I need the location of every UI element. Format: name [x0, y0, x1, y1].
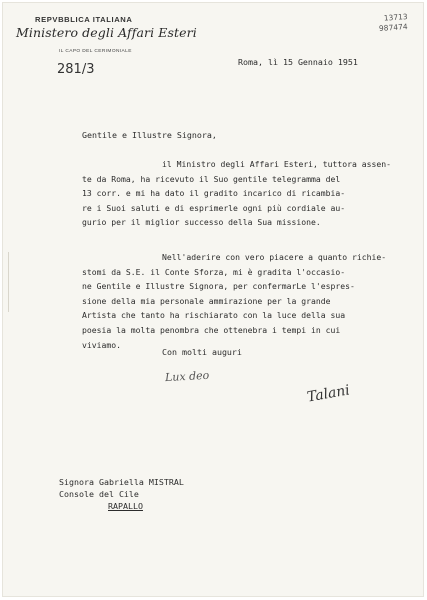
- date-line: Roma, lì 15 Gennaio 1951: [238, 57, 358, 67]
- paragraph-line: il Ministro degli Affari Esteri, tuttora assen-: [162, 159, 392, 169]
- paragraph-line: sione della mia personale ammirazione per la grande: [82, 295, 331, 306]
- body-paragraph-2: [82, 250, 387, 352]
- handwritten-signature: Talani: [305, 382, 351, 406]
- archive-mark-1: 13713: [383, 12, 409, 23]
- paragraph-line: poesia la molta penombra che ottenebra i tempi in cui: [82, 324, 341, 335]
- salutation: Gentile e Illustre Signora,: [82, 130, 217, 140]
- recipient-city: RAPALLO: [108, 501, 143, 512]
- recipient-name: Signora Gabriella MISTRAL: [59, 477, 184, 487]
- handwritten-greeting: Lux deo: [164, 368, 210, 385]
- paragraph-line: Nell'aderire con vero piacere a quanto richie-: [162, 252, 387, 262]
- body-paragraph-1: [82, 157, 392, 230]
- paragraph-line: stomi da S.E. il Conte Sforza, mi è gradita l'occasio-: [82, 266, 346, 277]
- recipient-address: [59, 476, 184, 513]
- closing-line: Con molti auguri: [162, 347, 242, 357]
- archive-mark-2: 987474: [379, 22, 409, 33]
- letter-page: [2, 2, 424, 597]
- paragraph-line: viviamo.: [82, 339, 121, 350]
- margin-mark: [8, 252, 13, 312]
- paragraph-line: Artista che tanto ha rischiarato con la luce della sua: [82, 310, 346, 321]
- letterhead-office: IL CAPO DEL CERIMONIALE: [59, 49, 132, 54]
- letterhead-ministry: Ministero degli Affari Esteri: [16, 25, 197, 40]
- protocol-number: 281/3: [57, 62, 95, 77]
- archive-marks: [379, 13, 408, 33]
- paragraph-line: re i Suoi saluti e di esprimerle ogni più cordiale au-: [82, 202, 346, 213]
- paragraph-line: gurio per il miglior successo della Sua missione.: [82, 217, 321, 228]
- letterhead-republic: REPVBBLICA ITALIANA: [35, 15, 133, 24]
- paragraph-line: ne Gentile e Illustre Signora, per confermarLe l'espres-: [82, 281, 355, 292]
- recipient-title: Console del Cile: [59, 489, 139, 500]
- paragraph-line: 13 corr. e mi ha dato il gradito incarico di ricambia-: [82, 188, 346, 199]
- paragraph-line: te da Roma, ha ricevuto il Suo gentile telegramma del: [82, 173, 341, 184]
